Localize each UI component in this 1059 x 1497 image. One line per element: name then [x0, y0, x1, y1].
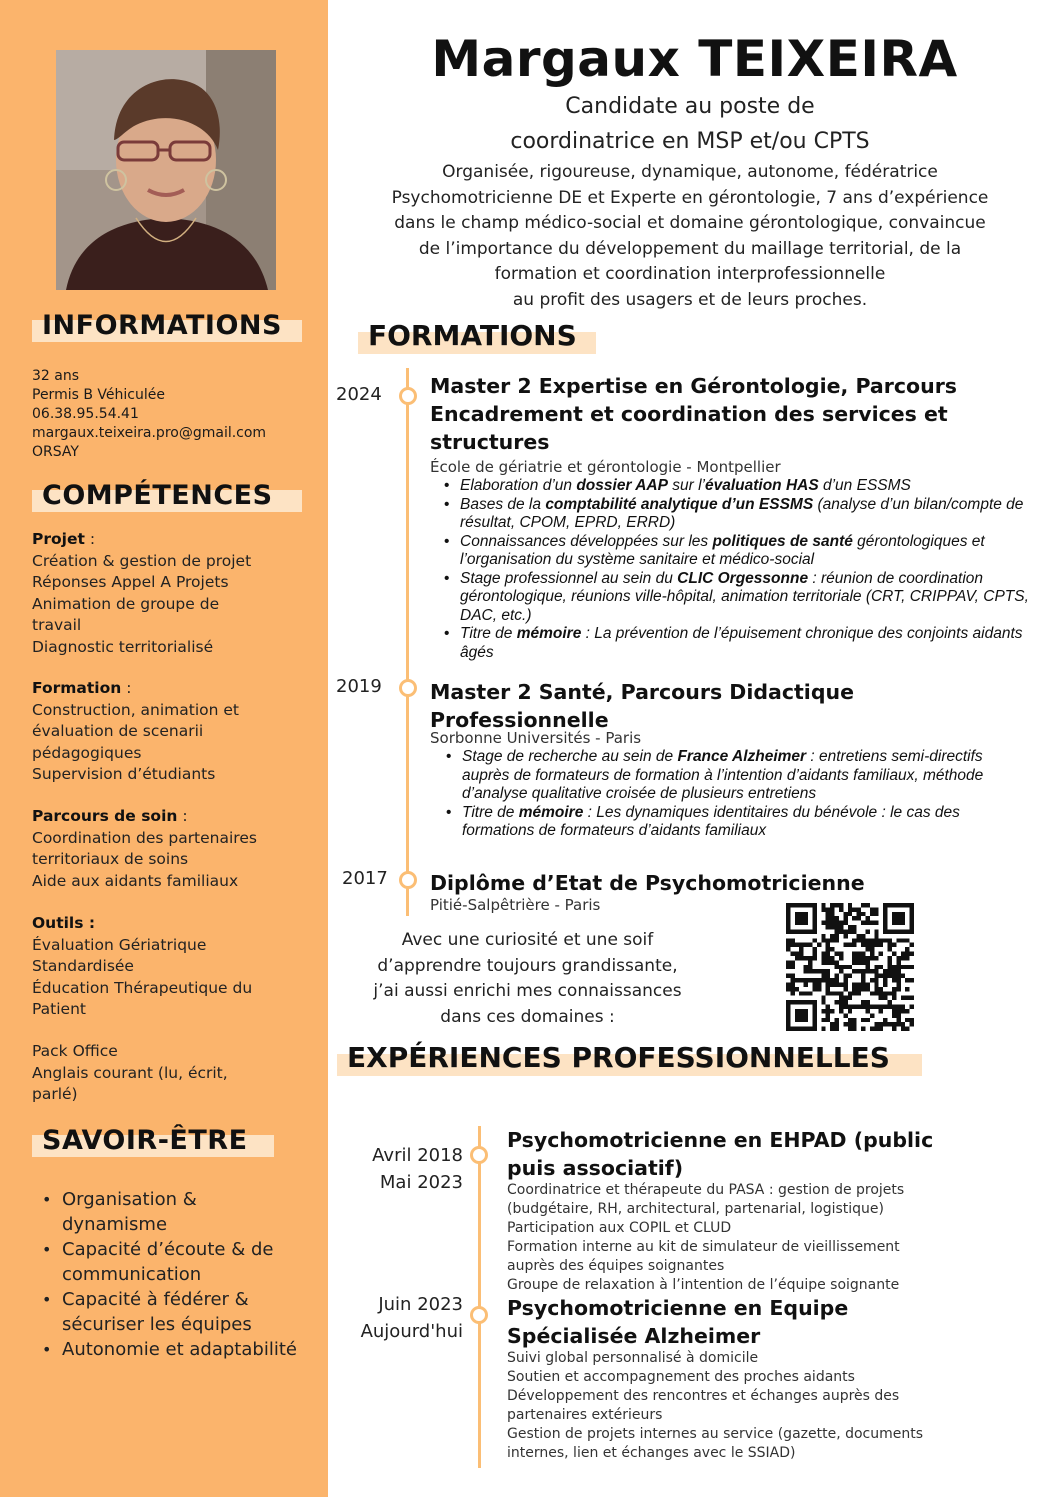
- experience-line: Développement des rencontres et échanges auprès des partenaires extérieurs: [507, 1388, 900, 1423]
- summary-line: Organisée, rigoureuse, dynamique, autonome, fédératrice: [442, 162, 938, 182]
- competence-item: Création & gestion de projet: [32, 551, 252, 570]
- informations-list: [32, 367, 322, 462]
- qr-code[interactable]: [786, 903, 914, 1031]
- formation-title: Diplôme d’Etat de Psychomotricienne: [430, 871, 865, 895]
- experience-line: Formation interne au kit de simulateur de vieillissement auprès des équipes soignantes: [507, 1239, 900, 1274]
- competences-heading: COMPÉTENCES: [32, 480, 273, 512]
- list-item: • Capacité d’écoute & de communication: [40, 1237, 300, 1287]
- formation-school: École de gériatrie et gérontologie - Montpellier: [430, 458, 781, 476]
- formation-year: 2019: [336, 676, 382, 697]
- competence-item: Construction, animation et évaluation de scenarii pédagogiques: [32, 700, 240, 762]
- summary-line: Psychomotricienne DE et Experte en gérontologie, 7 ans d’expérience: [391, 187, 989, 208]
- list-item: • Capacité à fédérer & sécuriser les équipes: [40, 1287, 300, 1337]
- list-item: • Titre de mémoire : Les dynamiques identitaires du bénévole : le cas des formations de formateurs d’aidants familiaux: [440, 804, 1015, 841]
- experience-line: Participation aux COPIL et CLUD: [507, 1220, 732, 1236]
- experience-date-start: Juin 2023: [378, 1294, 463, 1315]
- competence-category: Outils :: [32, 914, 96, 932]
- competence-item: Diagnostic territorialisé: [32, 637, 214, 656]
- timeline-dot: [399, 871, 417, 889]
- list-item: • Bases de la comptabilité analytique d’un ESSMS (analyse d’un bilan/compte de résultat, CPOM, EPRD, ERRD): [438, 496, 1038, 533]
- experience-title: Psychomotricienne en Equipe Spécialisée Alzheimer: [507, 1296, 849, 1348]
- savoir-etre-heading: SAVOIR-ÊTRE: [32, 1125, 248, 1157]
- competence-item: Animation de groupe de travail: [32, 594, 220, 634]
- experience-line: Suivi global personnalisé à domicile: [507, 1350, 759, 1366]
- profile-photo: [56, 50, 276, 290]
- list-item: • Autonomie et adaptabilité: [40, 1337, 300, 1362]
- experiences-heading: EXPÉRIENCES PROFESSIONNELLES: [337, 1040, 890, 1076]
- experience-line: Groupe de relaxation à l’intention de l’équipe soignante: [507, 1277, 900, 1293]
- competence-item: Supervision d’étudiants: [32, 765, 216, 783]
- competence-item: Pack Office: [32, 1042, 118, 1060]
- experience-line: Coordinatrice et thérapeute du PASA : gestion de projets (budgétaire, RH, architectural, partenarial, logistique): [507, 1182, 905, 1217]
- formation-title: Master 2 Santé, Parcours Didactique Professionnelle: [430, 680, 855, 732]
- experiences-timeline: [478, 1126, 481, 1468]
- info-email[interactable]: margaux.teixeira.pro@gmail.com: [32, 425, 267, 441]
- formation-school: Sorbonne Universités - Paris: [430, 729, 642, 747]
- competence-group-parcours: Parcours de soin : Coordination des partenaires territoriaux de soins Aide aux aidants familiaux: [32, 806, 322, 892]
- formation-school: Pitié-Salpêtrière - Paris: [430, 896, 601, 914]
- competence-extra: [32, 1041, 322, 1106]
- formations-heading: FORMATIONS: [358, 318, 577, 354]
- competence-item: Réponses Appel A Projets: [32, 573, 229, 591]
- formation-title: Master 2 Expertise en Gérontologie, Parcours Encadrement et coordination des services et structures: [430, 374, 958, 454]
- competence-category: Parcours de soin: [32, 807, 178, 825]
- experience-description: [507, 1181, 957, 1295]
- tagline-line-1: Candidate au poste de: [565, 94, 815, 119]
- experience-dates: [330, 1291, 463, 1345]
- curiosity-note: Avec une curiosité et une soif d’apprendre toujours grandissante, j’ai aussi enrichi mes connaissances dans ces domaines :: [373, 930, 682, 1027]
- summary-line: dans le champ médico-social et domaine gérontologique, convaincue: [394, 213, 986, 233]
- formations-timeline: [406, 368, 409, 916]
- formation-bullets: [438, 477, 1038, 662]
- experience-line: Gestion de projets internes au service (gazette, documents internes, lien et échanges avec le SSIAD): [507, 1426, 924, 1461]
- tagline-line-2: coordinatrice en MSP et/ou CPTS: [510, 129, 870, 154]
- summary-line: formation et coordination interprofessionnelle: [494, 264, 886, 284]
- experience-title: Psychomotricienne en EHPAD (public puis associatif): [507, 1128, 934, 1180]
- competence-group-formation: Formation : Construction, animation et évaluation de scenarii pédagogiques Supervision d’étudiants: [32, 678, 322, 786]
- experience-date-end: Aujourd'hui: [360, 1321, 463, 1342]
- experience-description: [507, 1349, 957, 1463]
- timeline-dot: [470, 1306, 488, 1324]
- competence-group-projet: Projet : Création & gestion de projet Réponses Appel A Projets Animation de groupe de travail Diagnostic territorialisé: [32, 529, 322, 658]
- info-age: 32 ans: [32, 368, 80, 384]
- experience-dates: [330, 1142, 463, 1196]
- formation-year: 2024: [336, 384, 382, 405]
- competence-item: Anglais courant (lu, écrit, parlé): [32, 1063, 228, 1103]
- info-city: ORSAY: [32, 444, 79, 460]
- savoir-etre-list: [40, 1187, 300, 1362]
- list-item: • Organisation & dynamisme: [40, 1187, 300, 1237]
- profile-summary: [330, 160, 1050, 313]
- competence-item: Évaluation Gériatrique Standardisée: [32, 935, 207, 975]
- timeline-dot: [399, 679, 417, 697]
- list-item: • Elaboration d’un dossier AAP sur l’évaluation HAS d’un ESSMS: [438, 477, 1038, 496]
- timeline-dot: [399, 387, 417, 405]
- sidebar: [0, 0, 328, 1497]
- formation-year: 2017: [342, 868, 388, 889]
- list-item: • Stage de recherche au sein de France Alzheimer : entretiens semi-directifs auprès de formateurs de formation à l’intention d’aidants familiaux, méthode d’analyse qualitative croisée de plusieurs entretiens: [440, 748, 1015, 804]
- summary-line: au profit des usagers et de leurs proches.: [512, 289, 868, 310]
- competence-group-outils: [32, 913, 322, 1021]
- timeline-dot: [470, 1146, 488, 1164]
- list-item: • Connaissances développées sur les politiques de santé gérontologiques et l’organisation du système sanitaire et médico-social: [438, 533, 1038, 570]
- info-phone[interactable]: 06.38.95.54.41: [32, 406, 139, 422]
- experience-date-start: Avril 2018: [372, 1145, 463, 1166]
- informations-heading: INFORMATIONS: [32, 310, 282, 342]
- summary-line: de l’importance du développement du maillage territorial, de la: [418, 238, 962, 259]
- competence-category: Projet: [32, 530, 85, 548]
- candidate-name: Margaux TEIXEIRA: [431, 30, 958, 88]
- formation-bullets: [440, 748, 1015, 841]
- list-item: • Stage professionnel au sein du CLIC Orgessonne : réunion de coordination gérontologique, réunions ville-hôpital, animation territoriale (CRT, CRIPPAV, CPTS, DAC, etc.): [438, 570, 1038, 626]
- experience-date-end: Mai 2023: [379, 1172, 463, 1193]
- competence-item: Coordination des partenaires territoriaux de soins: [32, 828, 257, 868]
- competence-item: Aide aux aidants familiaux: [32, 871, 239, 890]
- competence-category: Formation: [32, 679, 122, 697]
- competence-item: Éducation Thérapeutique du Patient: [32, 978, 253, 1018]
- experience-line: Soutien et accompagnement des proches aidants: [507, 1369, 855, 1385]
- list-item: • Titre de mémoire : La prévention de l’épuisement chronique des conjoints aidants âgés: [438, 625, 1038, 662]
- info-licence: Permis B Véhiculée: [32, 387, 165, 403]
